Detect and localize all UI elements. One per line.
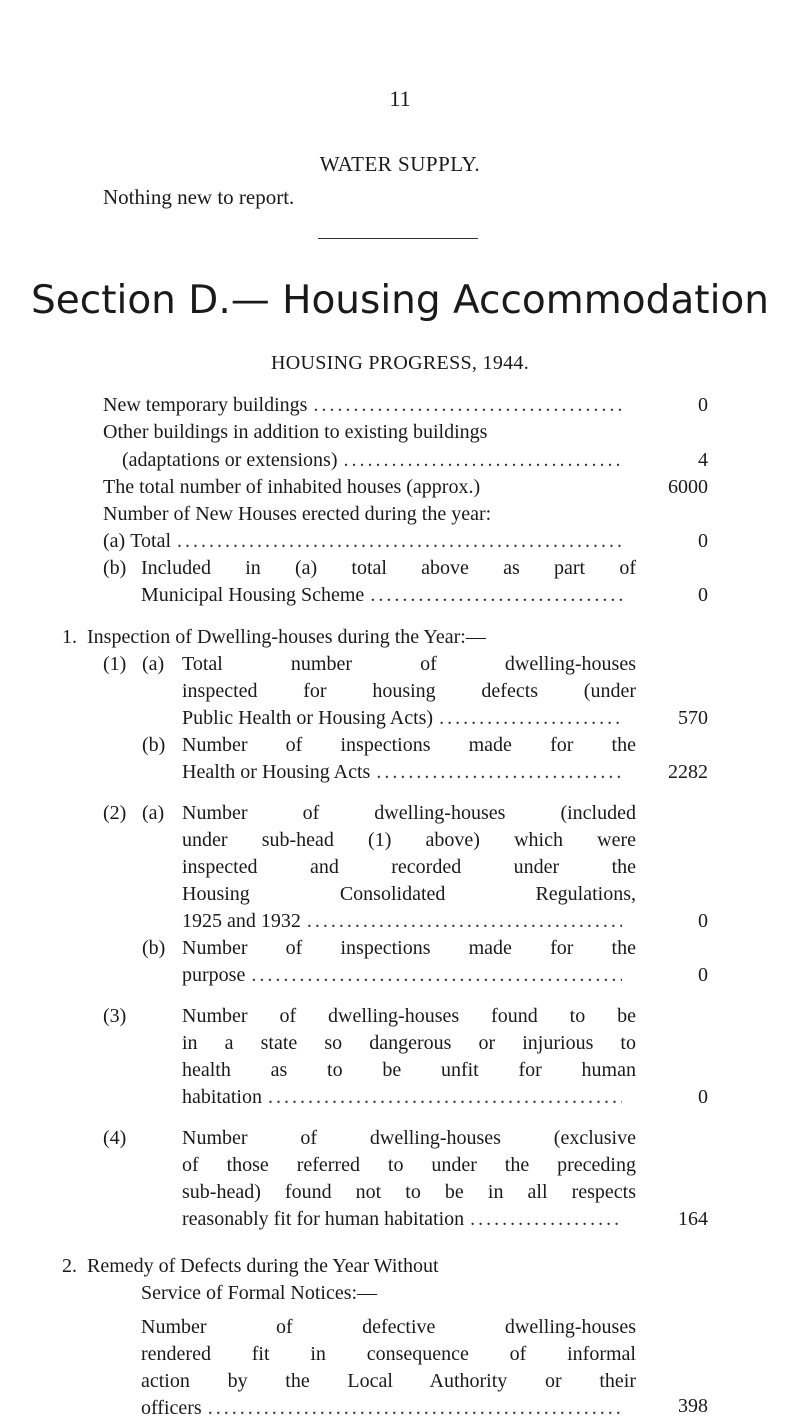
item-1b-value: 2282	[668, 761, 708, 783]
item-3-line4: habitation	[182, 1086, 262, 1108]
inspection-heading: Inspection of Dwelling-houses during the Year:—	[87, 626, 486, 648]
item-2-num: (2)	[103, 802, 127, 824]
item-1b-sub: (b)	[142, 734, 166, 756]
included-prefix: (b)	[103, 557, 127, 579]
item-2a-row	[182, 908, 628, 934]
total-label: Total	[130, 530, 172, 552]
inhabited-value: 6000	[668, 476, 708, 498]
item-2a-line5: 1925 and 1932	[182, 910, 301, 932]
item-1a-value: 570	[678, 707, 708, 729]
item-4-num: (4)	[103, 1127, 127, 1149]
included-row	[141, 582, 628, 608]
item-4-row	[182, 1206, 628, 1232]
new-temporary-row	[103, 392, 628, 418]
included-value: 0	[698, 584, 708, 606]
remedy-heading1: Remedy of Defects during the Year Without	[87, 1255, 439, 1277]
item-3-row	[182, 1084, 628, 1110]
item-2b-row	[182, 962, 628, 988]
item-1b-line1: Number of inspections made for the	[182, 734, 636, 756]
page-number: 11	[389, 86, 411, 111]
item-2a-line1: Number of dwelling-houses (included	[182, 802, 636, 824]
item-4-line2: of those referred to under the preceding	[182, 1154, 636, 1176]
other-buildings-line1: Other buildings in addition to existing buildings	[103, 421, 488, 443]
remedy-row	[141, 1395, 628, 1421]
item-2b-line2: purpose	[182, 964, 246, 986]
other-buildings-value: 4	[698, 449, 708, 471]
remedy-line3: action by the Local Authority or their	[141, 1370, 636, 1392]
inhabited-label: The total number of inhabited houses (approx.)	[103, 476, 481, 498]
divider-rule	[318, 238, 478, 239]
total-prefix: (a)	[103, 530, 126, 552]
item-3-num: (3)	[103, 1005, 127, 1027]
remedy-line2: rendered fit in consequence of informal	[141, 1343, 636, 1365]
included-line1: Included in (a) total above as part of	[141, 557, 636, 579]
item-2b-value: 0	[698, 964, 708, 986]
remedy-line4: officers	[141, 1397, 202, 1419]
item-1b-row	[182, 759, 628, 785]
included-line2: Municipal Housing Scheme	[141, 584, 365, 606]
new-houses-heading: Number of New Houses erected during the year:	[103, 503, 492, 525]
remedy-value: 398	[678, 1395, 708, 1417]
item-1b-line2: Health or Housing Acts	[182, 761, 371, 783]
remedy-number: 2.	[62, 1255, 77, 1277]
other-buildings-row	[122, 447, 628, 473]
item-1a-line3: Public Health or Housing Acts)	[182, 707, 434, 729]
item-3-line2: in a state so dangerous or injurious to	[182, 1032, 636, 1054]
item-1-num: (1)	[103, 653, 127, 675]
item-1a-line2: inspected for housing defects (under	[182, 680, 636, 702]
item-1a-row	[182, 705, 628, 731]
item-2a-line3: inspected and recorded under the	[182, 856, 636, 878]
remedy-heading2: Service of Formal Notices:—	[141, 1282, 378, 1304]
item-2a-sub: (a)	[142, 802, 165, 824]
item-1a-sub: (a)	[142, 653, 165, 675]
water-supply-title: WATER SUPPLY.	[319, 152, 481, 176]
section-title: Section D.— Housing Accommodation	[31, 278, 769, 323]
item-2b-line1: Number of inspections made for the	[182, 937, 636, 959]
item-2a-value: 0	[698, 910, 708, 932]
item-3-line3: health as to be unfit for human	[182, 1059, 636, 1081]
item-4-line1: Number of dwelling-houses (exclusive	[182, 1127, 636, 1149]
item-3-value: 0	[698, 1086, 708, 1108]
new-temporary-label: New temporary buildings	[103, 394, 308, 416]
item-2a-line2: under sub-head (1) above) which were	[182, 829, 636, 851]
housing-progress-title: HOUSING PROGRESS, 1944.	[270, 352, 530, 374]
item-4-value: 164	[678, 1208, 708, 1230]
item-1a-line1: Total number of dwelling-houses	[182, 653, 636, 675]
item-3-line1: Number of dwelling-houses found to be	[182, 1005, 636, 1027]
item-2a-line4: Housing Consolidated Regulations,	[182, 883, 636, 905]
item-4-line4: reasonably fit for human habitation	[182, 1208, 465, 1230]
new-temporary-value: 0	[698, 394, 708, 416]
inspection-number: 1.	[62, 626, 77, 648]
other-buildings-line2: (adaptations or extensions)	[122, 449, 338, 471]
remedy-line1: Number of defective dwelling-houses	[141, 1316, 636, 1338]
total-row	[103, 528, 628, 554]
total-value: 0	[698, 530, 708, 552]
item-2b-sub: (b)	[142, 937, 166, 959]
item-4-line3: sub-head) found not to be in all respects	[182, 1181, 636, 1203]
water-supply-text: Nothing new to report.	[103, 185, 295, 209]
